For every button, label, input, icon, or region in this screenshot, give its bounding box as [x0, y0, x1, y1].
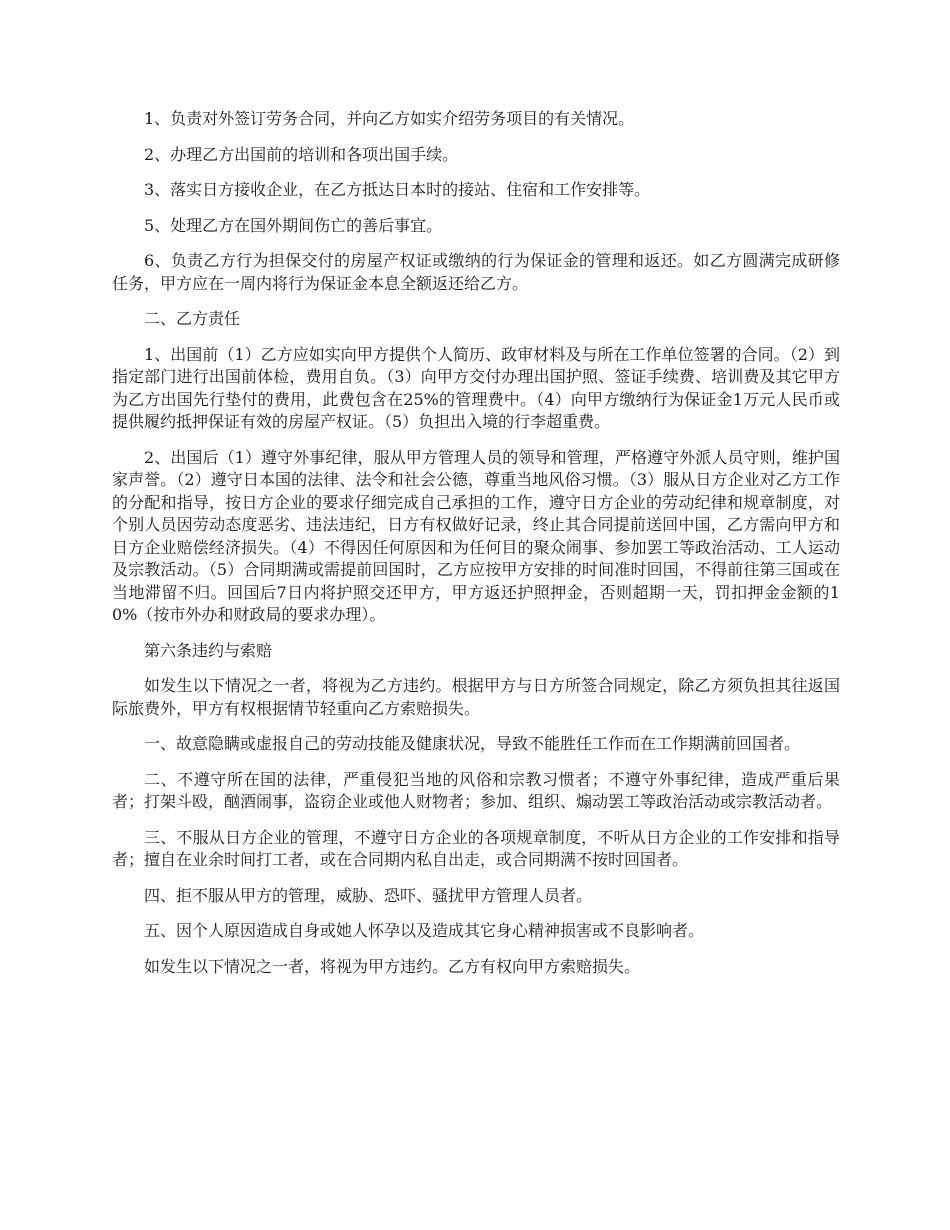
section-heading-party-b: 二、乙方责任 — [144, 309, 241, 328]
breach-item-2: 二、不遵守所在国的法律，严重侵犯当地的风俗和宗教习惯者；不遵守外事纪律，造成严重后果者；打架斗殴，酗酒闹事，盗窃企业或他人财物者；参加、组织、煽动罢工等政治活动或宗教活动者。 — [112, 769, 840, 811]
breach-item-4: 四、拒不服从甲方的管理，威胁、恐吓、骚扰甲方管理人员者。 — [144, 885, 593, 905]
clause-3-reception: 3、落实日方接收企业，在乙方抵达日本时的接站、住宿和工作安排等。 — [144, 180, 651, 199]
clause-5-aftermath: 5、处理乙方在国外期间伤亡的善后事宜。 — [144, 215, 443, 235]
breach-item-5: 五、因个人原因造成自身或她人怀孕以及造成其它身心精神损害或不良影响者。 — [144, 921, 705, 940]
breach-item-1: 一、故意隐瞒或虚报自己的劳动技能及健康状况，导致不能胜任工作而在工作期满前回国者。 — [144, 734, 801, 753]
clause-2-training: 2、办理乙方出国前的培训和各项出国手续。 — [144, 144, 459, 164]
clause-1-contract: 1、负责对外签订劳务合同，并向乙方如实介绍劳务项目的有关情况。 — [144, 109, 635, 128]
document-body — [112, 108, 840, 991]
clause-6-deposit: 6、负责乙方行为担保交付的房屋产权证或缴纳的行为保证金的管理和返还。如乙方圆满完成研修任务，甲方应在一周内将行为保证金本息全额返还给乙方。 — [112, 251, 840, 293]
party-b-after-departure: 2、出国后（1）遵守外事纪律，服从甲方管理人员的领导和管理，严格遵守外派人员守则，维护国家声誉。（2）遵守日本国的法律、法令和社会公德，尊重当地风俗习惯。（3）服从日方企业对乙方工作的分配和指导，按日方企业的要求仔细完成自己承担的工作，遵守日方企业的劳动纪律和规章制度，对个别人员因劳动态度恶劣、违法违纪，日方有权做好记录，终止其合同提前送回中国，乙方需向甲方和日方企业赔偿经济损失。（4）不得因任何原因和为任何目的聚众闹事、参加罢工等政治活动、工人运动及宗教活动。（5）合同期满或需提前回国时，乙方应按甲方安排的时间准时回国，不得前往第三国或在当地滞留不归。回国后7日内将护照交还甲方，甲方返还护照押金，否则超期一天，罚扣押金金额的10%（按市外办和财政局的要求办理）。 — [112, 447, 840, 624]
breach-item-3: 三、不服从日方企业的管理，不遵守日方企业的各项规章制度，不听从日方企业的工作安排和指导者；擅自在业余时间打工者，或在合同期内私自出走，或合同期满不按时回国者。 — [112, 827, 840, 869]
party-b-breach-intro: 如发生以下情况之一者，将视为乙方违约。根据甲方与日方所签合同规定，除乙方须负担其往返国际旅费外，甲方有权根据情节轻重向乙方索赔损失。 — [112, 676, 840, 718]
article-6-heading: 第六条违约与索赔 — [144, 640, 273, 660]
party-b-before-departure: 1、出国前（1）乙方应如实向甲方提供个人简历、政审材料及与所在工作单位签署的合同。（2）到指定部门进行出国前体检，费用自负。（3）向甲方交付办理出国护照、签证手续费、培训费及其它甲方为乙方出国先行垫付的费用，此费包含在25%的管理费中。（4）向甲方缴纳行为保证金1万元人民币或提供履约抵押保证有效的房屋产权证。（5）负担出入境的行李超重费。 — [112, 344, 840, 431]
party-a-breach-intro: 如发生以下情况之一者，将视为甲方违约。乙方有权向甲方索赔损失。 — [144, 956, 641, 976]
